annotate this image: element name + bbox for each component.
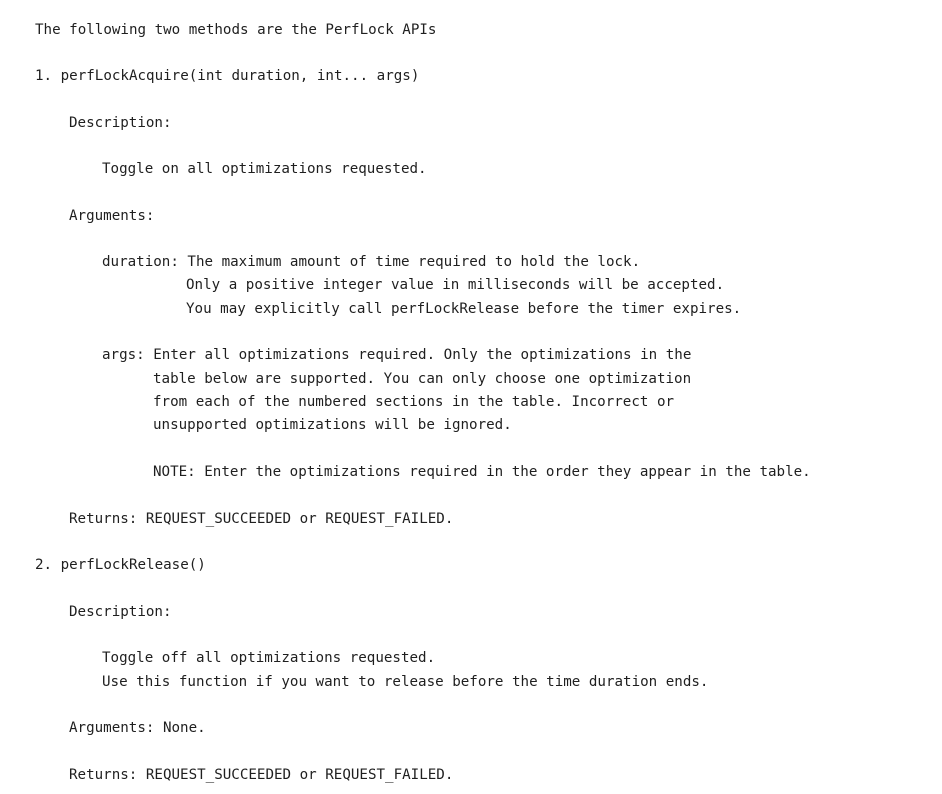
- method-2-description-line-1: Toggle off all optimizations requested.: [102, 650, 436, 666]
- intro-text: The following two methods are the PerfLock APIs: [35, 22, 437, 38]
- method-1-arguments-label: Arguments:: [69, 208, 155, 224]
- method-2-signature: 2. perfLockRelease(): [35, 557, 206, 573]
- method-2-arguments: Arguments: None.: [69, 720, 206, 736]
- method-2-description-label: Description:: [69, 604, 172, 620]
- duration-argument-line-1: duration: The maximum amount of time required to hold the lock.: [102, 254, 641, 270]
- args-argument-line-2: table below are supported. You can only choose one optimization: [153, 371, 692, 387]
- method-1-signature: 1. perfLockAcquire(int duration, int... args): [35, 68, 420, 84]
- duration-argument-line-2: Only a positive integer value in milliseconds will be accepted.: [186, 277, 725, 293]
- method-2-description-line-2: Use this function if you want to release before the time duration ends.: [102, 674, 709, 690]
- method-1-returns: Returns: REQUEST_SUCCEEDED or REQUEST_FAILED.: [69, 511, 454, 527]
- method-1-description-text: Toggle on all optimizations requested.: [102, 161, 427, 177]
- method-2-returns: Returns: REQUEST_SUCCEEDED or REQUEST_FAILED.: [69, 767, 454, 783]
- duration-argument-line-3: You may explicitly call perfLockRelease before the timer expires.: [186, 301, 742, 317]
- method-1-description-label: Description:: [69, 115, 172, 131]
- args-argument-line-1: args: Enter all optimizations required. Only the optimizations in the: [102, 347, 692, 363]
- args-argument-line-4: unsupported optimizations will be ignored.: [153, 417, 512, 433]
- args-argument-line-3: from each of the numbered sections in the table. Incorrect or: [153, 394, 675, 410]
- args-note: NOTE: Enter the optimizations required in the order they appear in the table.: [153, 464, 811, 480]
